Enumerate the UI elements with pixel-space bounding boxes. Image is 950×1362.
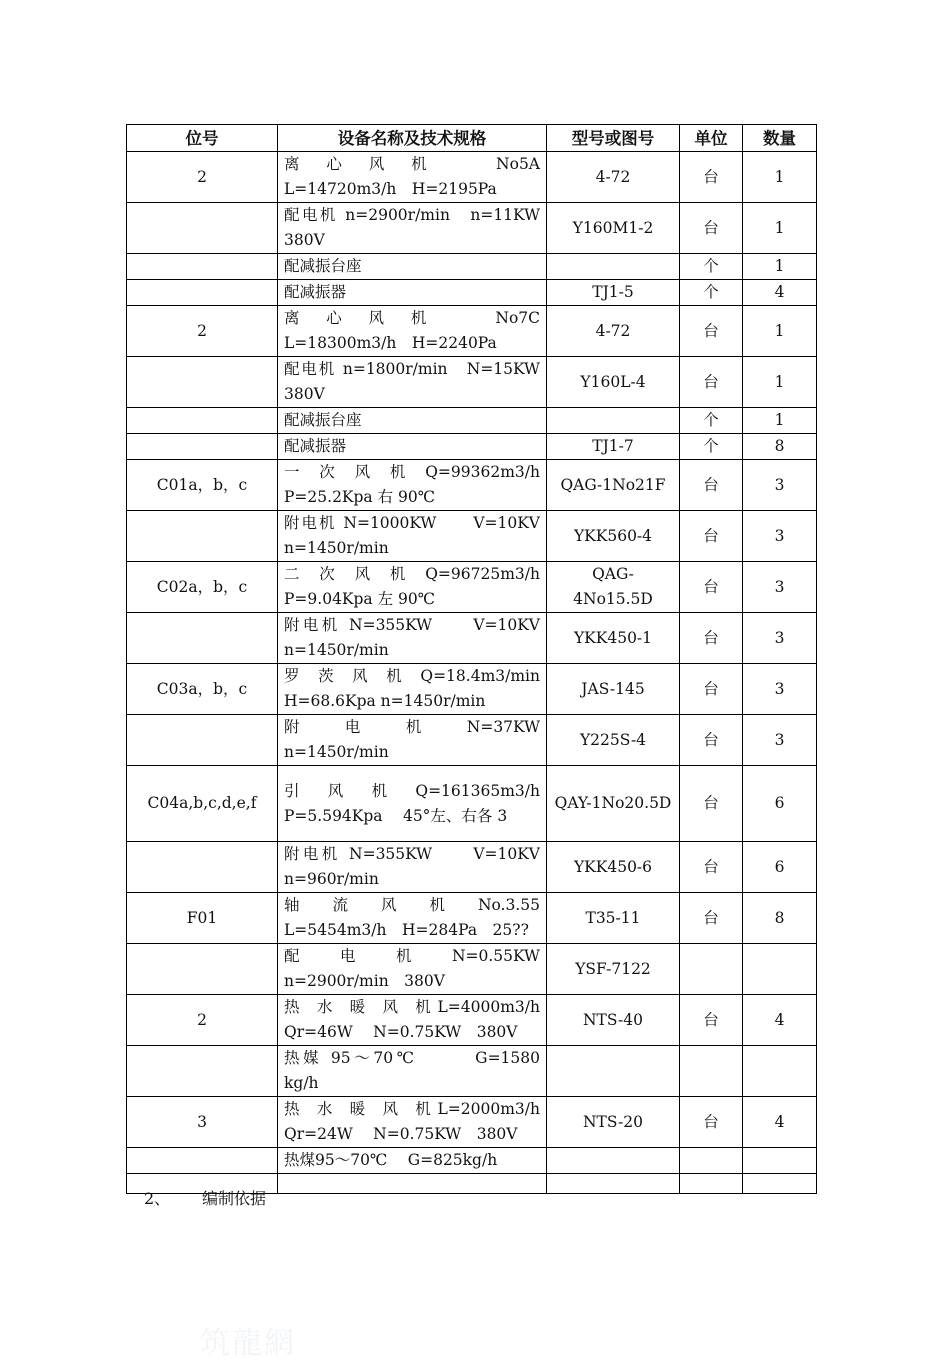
cell-spec: 配电机 n=1800r/min N=15KW 380V xyxy=(278,357,547,408)
cell-unit: 台 xyxy=(680,562,743,613)
cell-model xyxy=(547,254,680,280)
table-row xyxy=(127,995,817,1046)
cell-unit: 台 xyxy=(680,511,743,562)
cell-model: TJ1-7 xyxy=(547,434,680,460)
cell-unit xyxy=(680,1046,743,1097)
cell-position xyxy=(127,434,278,460)
cell-model: YSF-7122 xyxy=(547,944,680,995)
cell-spec: 热媒 95～70℃ G=1580 kg/h xyxy=(278,1046,547,1097)
cell-quantity: 1 xyxy=(743,357,817,408)
cell-position: C03a，b，c xyxy=(127,664,278,715)
cell-quantity xyxy=(743,1174,817,1194)
table-row xyxy=(127,408,817,434)
cell-spec: 一 次 风 机 Q=99362m3/h P=25.2Kpa 右 90℃ xyxy=(278,460,547,511)
cell-spec: 附电机 N=1000KW V=10KV n=1450r/min xyxy=(278,511,547,562)
cell-model xyxy=(547,408,680,434)
header-position: 位号 xyxy=(127,125,278,152)
cell-model xyxy=(547,1148,680,1174)
section-number: 2、 xyxy=(144,1189,171,1208)
cell-position: C01a，b，c xyxy=(127,460,278,511)
table-row xyxy=(127,715,817,766)
cell-unit: 台 xyxy=(680,995,743,1046)
cell-model: 4-72 xyxy=(547,152,680,203)
table-row xyxy=(127,944,817,995)
cell-spec: 配减振台座 xyxy=(278,254,547,280)
cell-unit: 个 xyxy=(680,434,743,460)
cell-position xyxy=(127,254,278,280)
cell-model: Y225S-4 xyxy=(547,715,680,766)
cell-quantity: 1 xyxy=(743,408,817,434)
cell-model: YKK450-1 xyxy=(547,613,680,664)
cell-position: 2 xyxy=(127,995,278,1046)
cell-position xyxy=(127,842,278,893)
table-row xyxy=(127,280,817,306)
cell-quantity: 3 xyxy=(743,613,817,664)
cell-position: C02a，b，c xyxy=(127,562,278,613)
cell-unit: 个 xyxy=(680,254,743,280)
cell-unit: 台 xyxy=(680,152,743,203)
cell-spec: 附电机 N=355KW V=10KV n=960r/min xyxy=(278,842,547,893)
table-row xyxy=(127,460,817,511)
cell-spec: 配减振器 xyxy=(278,434,547,460)
cell-position: 2 xyxy=(127,306,278,357)
cell-unit: 台 xyxy=(680,613,743,664)
cell-quantity: 8 xyxy=(743,893,817,944)
cell-position: 3 xyxy=(127,1097,278,1148)
cell-spec: 配电机 n=2900r/min n=11KW 380V xyxy=(278,203,547,254)
cell-model: 4-72 xyxy=(547,306,680,357)
header-model: 型号或图号 xyxy=(547,125,680,152)
cell-spec: 热煤95～70℃ G=825kg/h xyxy=(278,1148,547,1174)
cell-quantity: 1 xyxy=(743,152,817,203)
cell-position: F01 xyxy=(127,893,278,944)
table-row xyxy=(127,254,817,280)
cell-quantity: 1 xyxy=(743,203,817,254)
table-row xyxy=(127,842,817,893)
cell-spec: 罗 茨 风 机 Q=18.4m3/min H=68.6Kpa n=1450r/min xyxy=(278,664,547,715)
table-row xyxy=(127,511,817,562)
cell-model: NTS-40 xyxy=(547,995,680,1046)
cell-model: QAG-1No21F xyxy=(547,460,680,511)
cell-quantity xyxy=(743,944,817,995)
cell-quantity: 3 xyxy=(743,715,817,766)
header-spec: 设备名称及技术规格 xyxy=(278,125,547,152)
table-row xyxy=(127,766,817,842)
cell-model xyxy=(547,1046,680,1097)
cell-quantity: 6 xyxy=(743,766,817,842)
cell-model: QAG-4No15.5D xyxy=(547,562,680,613)
cell-model: YKK560-4 xyxy=(547,511,680,562)
cell-quantity: 3 xyxy=(743,664,817,715)
table-row xyxy=(127,306,817,357)
cell-unit xyxy=(680,944,743,995)
cell-quantity: 4 xyxy=(743,280,817,306)
table-row xyxy=(127,893,817,944)
cell-model: QAY-1No20.5D xyxy=(547,766,680,842)
table-header-row xyxy=(127,125,817,152)
table-row xyxy=(127,1046,817,1097)
header-quantity: 数量 xyxy=(743,125,817,152)
cell-quantity: 1 xyxy=(743,306,817,357)
cell-position xyxy=(127,1046,278,1097)
cell-quantity: 4 xyxy=(743,995,817,1046)
cell-spec: 热 水 暖 风 机 L=2000m3/h Qr=24W N=0.75KW 380V xyxy=(278,1097,547,1148)
cell-unit: 台 xyxy=(680,715,743,766)
cell-unit xyxy=(680,1174,743,1194)
cell-unit: 个 xyxy=(680,408,743,434)
cell-spec: 离 心 风 机 No7C L=18300m3/h H=2240Pa xyxy=(278,306,547,357)
cell-spec: 附电机 N=355KW V=10KV n=1450r/min xyxy=(278,613,547,664)
cell-unit: 台 xyxy=(680,842,743,893)
cell-model: YKK450-6 xyxy=(547,842,680,893)
cell-quantity: 3 xyxy=(743,562,817,613)
cell-spec: 附 电 机 N=37KW n=1450r/min xyxy=(278,715,547,766)
cell-model xyxy=(547,1174,680,1194)
cell-unit xyxy=(680,1148,743,1174)
cell-spec: 配减振器 xyxy=(278,280,547,306)
table-row xyxy=(127,1148,817,1174)
cell-unit: 台 xyxy=(680,306,743,357)
cell-unit: 个 xyxy=(680,280,743,306)
cell-spec: 二 次 风 机 Q=96725m3/h P=9.04Kpa 左 90℃ xyxy=(278,562,547,613)
table-row xyxy=(127,203,817,254)
cell-unit: 台 xyxy=(680,893,743,944)
cell-model: T35-11 xyxy=(547,893,680,944)
table-row xyxy=(127,152,817,203)
cell-model: JAS-145 xyxy=(547,664,680,715)
cell-unit: 台 xyxy=(680,460,743,511)
cell-spec: 轴 流 风 机 No.3.55 L=5454m3/h H=284Pa 25?? xyxy=(278,893,547,944)
cell-quantity xyxy=(743,1148,817,1174)
cell-spec xyxy=(278,1174,547,1194)
cell-model: NTS-20 xyxy=(547,1097,680,1148)
cell-quantity xyxy=(743,1046,817,1097)
cell-unit: 台 xyxy=(680,357,743,408)
cell-unit: 台 xyxy=(680,203,743,254)
table-row xyxy=(127,562,817,613)
table-row xyxy=(127,357,817,408)
watermark-text: 筑龍網 xyxy=(200,1326,296,1361)
cell-quantity: 6 xyxy=(743,842,817,893)
section-heading xyxy=(144,1186,266,1209)
table-row xyxy=(127,664,817,715)
cell-position xyxy=(127,715,278,766)
cell-position xyxy=(127,944,278,995)
cell-position xyxy=(127,203,278,254)
equipment-table xyxy=(126,124,817,1194)
table-row xyxy=(127,1097,817,1148)
header-unit: 单位 xyxy=(680,125,743,152)
cell-position: 2 xyxy=(127,152,278,203)
cell-spec: 配减振台座 xyxy=(278,408,547,434)
cell-quantity: 1 xyxy=(743,254,817,280)
cell-spec: 离 心 风 机 No5A L=14720m3/h H=2195Pa xyxy=(278,152,547,203)
cell-position xyxy=(127,357,278,408)
cell-spec: 引 风 机 Q=161365m3/h P=5.594Kpa 45°左、右各 3 xyxy=(278,766,547,842)
cell-quantity: 3 xyxy=(743,511,817,562)
cell-unit: 台 xyxy=(680,766,743,842)
cell-model: TJ1-5 xyxy=(547,280,680,306)
cell-spec: 热 水 暖 风 机 L=4000m3/h Qr=46W N=0.75KW 380V xyxy=(278,995,547,1046)
cell-position xyxy=(127,613,278,664)
watermark-logo xyxy=(200,1318,296,1362)
cell-position xyxy=(127,280,278,306)
cell-quantity: 4 xyxy=(743,1097,817,1148)
cell-unit: 台 xyxy=(680,664,743,715)
cell-model: Y160M1-2 xyxy=(547,203,680,254)
cell-position: C04a,b,c,d,e,f xyxy=(127,766,278,842)
cell-position xyxy=(127,1148,278,1174)
cell-position xyxy=(127,511,278,562)
cell-unit: 台 xyxy=(680,1097,743,1148)
cell-quantity: 8 xyxy=(743,434,817,460)
table-row xyxy=(127,434,817,460)
table-row xyxy=(127,613,817,664)
section-title: 编制依据 xyxy=(202,1189,267,1208)
cell-model: Y160L-4 xyxy=(547,357,680,408)
cell-spec: 配 电 机 N=0.55KW n=2900r/min 380V xyxy=(278,944,547,995)
cell-position xyxy=(127,408,278,434)
cell-quantity: 3 xyxy=(743,460,817,511)
